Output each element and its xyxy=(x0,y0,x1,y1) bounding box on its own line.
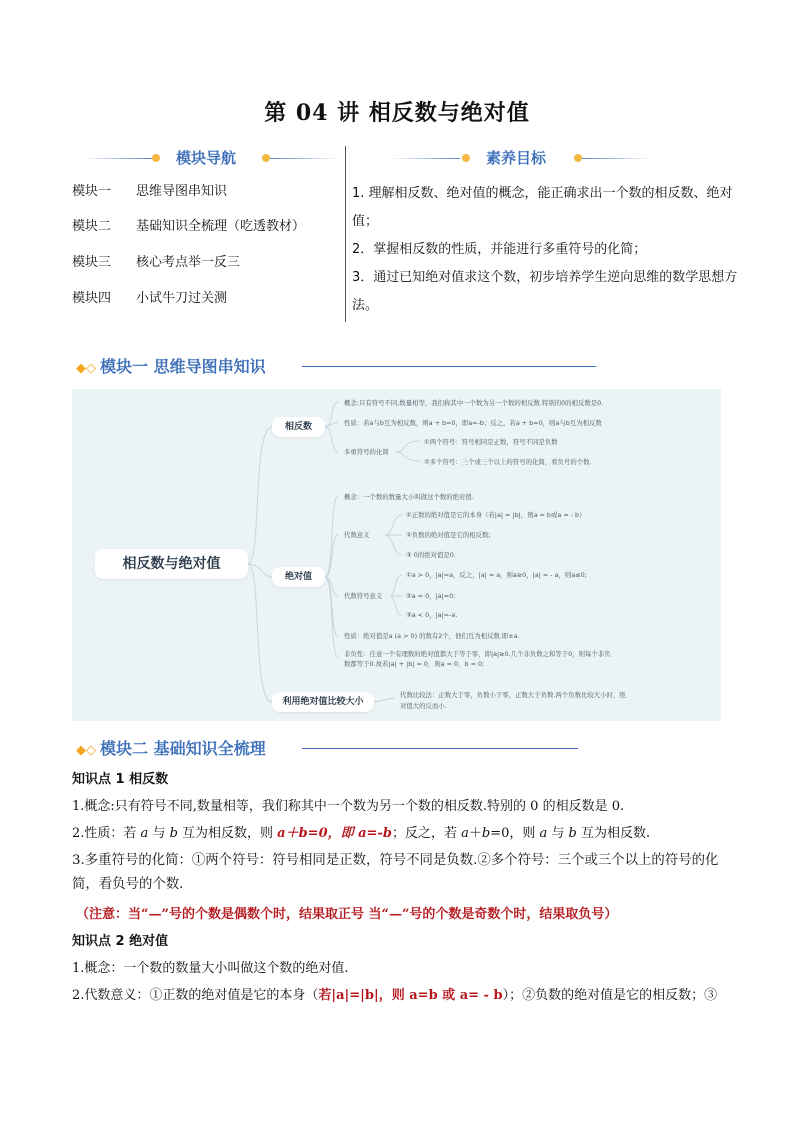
nav-key: 模块四 xyxy=(72,291,112,306)
mm-text: ①a > 0，|a|=a，反之，|a| = a，则a≥0，|a| = - a，则a≤0; xyxy=(406,571,587,579)
text: 与 xyxy=(547,826,569,841)
mm-text: ③ 0的绝对值是0. xyxy=(406,551,456,559)
section-heading-text: 模块一 思维导图串知识 xyxy=(100,357,266,376)
var-b: b xyxy=(169,826,178,841)
page-title: 第 04 讲 相反数与绝对值 xyxy=(264,100,530,126)
nav-heading xyxy=(72,147,340,169)
section-heading-text: 模块二 基础知识全梳理 xyxy=(100,739,266,758)
var-a: a xyxy=(140,826,149,841)
mm-text: 代数符号意义 xyxy=(344,592,383,600)
nav-text: 小试牛刀过关测 xyxy=(136,291,228,306)
kp1-note: （注意：当“—”号的个数是偶数个时，结果取正号 当“—”号的个数是奇数个时，结果取负号） xyxy=(76,907,618,922)
mm-text: ②a = 0，|a|=0; xyxy=(406,592,456,600)
mm-text: ①正数的绝对值是它的本身（若|a| = |b|，则a = b或a = - b） xyxy=(406,511,586,519)
mm-text: 非负性：任意一个有理数的绝对值都大于等于零，即|a|≥0.几个非负数之和等于0，则每个非负 xyxy=(344,650,611,658)
kp2-algebraic xyxy=(72,986,762,1006)
mm-text: ②负数的绝对值是它的相反数; xyxy=(406,531,491,539)
kp2-title: 知识点 2 绝对值 xyxy=(72,934,169,949)
mm-text: ②多个符号：三个或三个以上的符号的化简，看负号的个数. xyxy=(424,458,592,466)
goals-heading-text: 素养目标 xyxy=(486,149,547,167)
nav-heading-text: 模块导航 xyxy=(176,149,237,167)
goal-item: 2．掌握相反数的性质，并能进行多重符号的化简； xyxy=(352,242,647,257)
text: ）；②负数的绝对值是它的相反数；③ xyxy=(502,988,718,1003)
kp1-concept: 1.概念:只有符号不同,数量相等，我们称其中一个数为另一个数的相反数.特别的 0 的相反数是 0. xyxy=(72,799,625,814)
mind-map-branch-opposite: 相反数 xyxy=(272,417,325,437)
mm-text: 概念:只有符号不同,数量相等，我们称其中一个数为另一个数的相反数.特别的0的相反数是0. xyxy=(344,399,604,407)
text: 2.代数意义：①正数的绝对值是它的本身（ xyxy=(72,988,319,1003)
mind-map-branch-compare: 利用绝对值比较大小 xyxy=(272,692,374,712)
nav-text: 思维导图串知识 xyxy=(136,184,228,199)
text: 互为相反数，则 xyxy=(177,826,278,841)
kp1-title: 知识点 1 相反数 xyxy=(72,772,169,787)
goal-item: 3．通过已知绝对值求这个数，初步培养学生逆向思维的数学思想方法。 xyxy=(352,270,738,313)
var-a: a xyxy=(461,826,469,841)
mm-text: ③a < 0，|a|=-a. xyxy=(406,611,458,619)
nav-key: 模块一 xyxy=(72,184,112,199)
text: 2.性质：若 xyxy=(72,826,141,841)
mm-text: 代数意义 xyxy=(344,531,370,539)
header-divider xyxy=(345,146,346,322)
text: ＋ xyxy=(468,826,482,841)
nav-key: 模块二 xyxy=(72,219,112,234)
nav-key: 模块三 xyxy=(72,255,112,270)
mind-map-branch-absolute: 绝对值 xyxy=(272,567,325,587)
goal-item: 1. 理解相反数、绝对值的概念，能正确求出一个数的相反数、绝对值； xyxy=(352,186,733,229)
var-b: b xyxy=(568,826,577,841)
var-b: b xyxy=(481,826,491,841)
section-heading-1 xyxy=(76,354,576,378)
nav-item-1[interactable] xyxy=(72,180,227,199)
nav-item-4[interactable] xyxy=(72,287,227,306)
diamond-icon: ◆◇ xyxy=(76,361,96,376)
nav-text: 基础知识全梳理（吃透教材） xyxy=(136,219,306,234)
nav-text: 核心考点举一反三 xyxy=(136,255,241,270)
mm-text: ①两个符号：符号相同是正数，符号不同是负数 xyxy=(424,438,558,446)
kp2-concept: 1.概念：一个数的数量大小叫做这个数的绝对值. xyxy=(72,961,349,976)
mm-text: 对值大的反而小. xyxy=(400,702,447,710)
mind-map-root: 相反数与绝对值 xyxy=(95,549,248,579)
nav-item-3[interactable] xyxy=(72,251,240,270)
nav-item-2[interactable] xyxy=(72,215,305,234)
mind-map xyxy=(72,389,721,721)
highlight-text: 若|a|=|b|，则 a=b 或 a= - b xyxy=(318,988,503,1003)
diamond-icon: ◆◇ xyxy=(76,743,96,758)
mm-text: 性质：绝对值是a (a > 0) 的数有2个，他们互为相反数.即±a. xyxy=(344,632,520,640)
var-a: a xyxy=(539,826,548,841)
kp1-property xyxy=(72,824,762,844)
goals-list xyxy=(352,180,752,320)
text: 3.多重符号的化简：①两个符号：符号相同是正数，符号不同是负数.②多个符号：三个或三个以上的符号的化 xyxy=(72,853,719,868)
mm-text: 代数比较法：正数大于零，负数小于零，正数大于负数.两个负数比较大小时，绝 xyxy=(400,691,626,699)
text: ；反之，若 xyxy=(391,826,462,841)
text: 与 xyxy=(148,826,170,841)
text: 互为相反数. xyxy=(576,826,651,841)
highlight-text: a＋b=0，即 a=-b xyxy=(277,826,392,841)
text: =0，则 xyxy=(490,826,540,841)
mm-text: 概念：一个数的数量大小叫做这个数的绝对值. xyxy=(344,493,474,501)
mm-text: 数都等于0.故若|a| + |b| = 0，则a = 0，b = 0; xyxy=(344,660,485,668)
section-heading-2 xyxy=(76,736,596,760)
mm-text: 多重符号的化简 xyxy=(344,448,389,456)
mm-text: 性质：若a与b互为相反数，则a + b=0，即a=-b；反之，若a + b=0，则a与b互为相反数 xyxy=(344,419,602,427)
text: 简，看负号的个数. xyxy=(72,877,184,892)
kp1-multi xyxy=(72,851,762,895)
goals-heading xyxy=(390,147,655,169)
